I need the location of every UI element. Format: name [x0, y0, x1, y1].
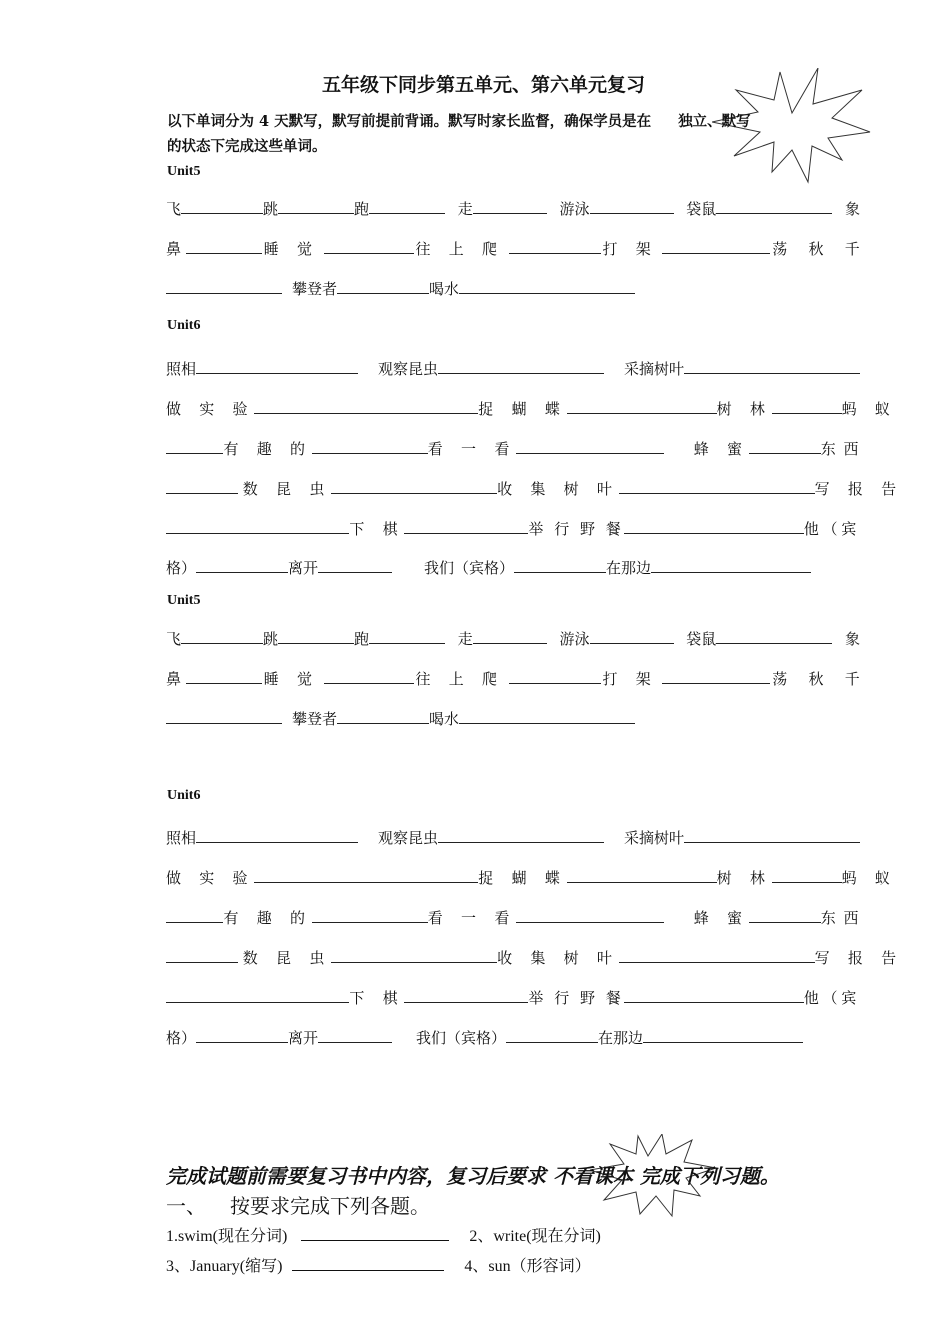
answer-blank[interactable]: [331, 948, 497, 963]
word-thing: 东 西: [820, 440, 860, 458]
word-walk: 走: [457, 630, 473, 648]
word-photo: 照相: [166, 360, 197, 378]
answer-blank[interactable]: [166, 519, 349, 534]
word-count-insects: 数 昆 虫: [242, 480, 332, 498]
word-us: 我们（宾格）: [424, 559, 515, 577]
answer-blank[interactable]: [772, 399, 842, 414]
instructions-part-b: 独立、默写: [678, 113, 751, 130]
answer-blank[interactable]: [369, 199, 445, 214]
answer-blank[interactable]: [181, 629, 263, 644]
unit5-repeat-row3: [166, 708, 860, 729]
word-elephant-b: 鼻: [166, 240, 182, 258]
word-catch-butterflies: 捉 蝴 蝶: [478, 400, 567, 418]
unit6-row5: [166, 518, 860, 539]
answer-blank[interactable]: [337, 279, 429, 294]
word-fly: 飞: [166, 630, 182, 648]
word-collect-leaves: 收 集 树 叶: [497, 480, 619, 498]
answer-blank[interactable]: [324, 239, 414, 254]
word-watch-insects: 观察昆虫: [377, 360, 438, 378]
question-4-label: 4、sun（形容词）: [464, 1258, 591, 1275]
answer-blank[interactable]: [590, 629, 674, 644]
word-thing: 东 西: [820, 909, 860, 927]
unit6-repeat-row1: [166, 827, 860, 848]
unit5-row3: [166, 278, 860, 299]
answer-blank[interactable]: [514, 558, 606, 573]
answer-blank[interactable]: [404, 519, 528, 534]
word-experiment: 做 实 验: [166, 869, 255, 887]
unit6-repeat-row5: [166, 987, 860, 1008]
instructions-line1: [167, 110, 751, 131]
word-him-b: 格）: [166, 1029, 197, 1047]
word-count-insects: 数 昆 虫: [242, 949, 332, 967]
word-woods: 树 林: [716, 400, 772, 418]
answer-blank[interactable]: [318, 558, 392, 573]
answer-blank[interactable]: [509, 669, 601, 684]
answer-blank[interactable]: [186, 239, 262, 254]
word-woods: 树 林: [716, 869, 772, 887]
answer-blank[interactable]: [404, 988, 528, 1003]
answer-blank[interactable]: [506, 1028, 598, 1043]
question-3-label: 3、January(缩写): [166, 1258, 283, 1275]
page-title: 五年级下同步第五单元、第六单元复习: [322, 74, 646, 96]
answer-blank[interactable]: [619, 479, 815, 494]
answer-blank[interactable]: [624, 988, 804, 1003]
answer-blank[interactable]: [166, 988, 349, 1003]
unit6-heading: Unit6: [167, 318, 201, 333]
word-ant: 蚂 蚁: [841, 869, 897, 887]
answer-blank[interactable]: [186, 669, 262, 684]
answer-blank[interactable]: [196, 359, 358, 374]
exercise-heading: [166, 1160, 780, 1189]
word-kangaroo: 袋鼠: [686, 630, 717, 648]
word-sleep: 睡 觉: [263, 670, 319, 688]
word-drink: 喝水: [429, 280, 460, 298]
word-chess: 下 棋: [349, 989, 405, 1007]
answer-blank[interactable]: [438, 828, 604, 843]
answer-blank[interactable]: [254, 399, 478, 414]
word-honey: 蜂 蜜: [693, 440, 749, 458]
question-row-2: [166, 1253, 591, 1276]
answer-blank[interactable]: [749, 439, 821, 454]
word-pick-leaves: 采摘树叶: [623, 360, 684, 378]
answer-blank[interactable]: [459, 709, 635, 724]
word-fly: 飞: [166, 200, 182, 218]
answer-blank[interactable]: [196, 828, 358, 843]
answer-blank[interactable]: [312, 908, 428, 923]
word-have-a-look: 看 一 看: [427, 440, 517, 458]
word-run: 跑: [354, 630, 370, 648]
word-report: 写 报 告: [814, 949, 903, 967]
word-climber: 攀登者: [292, 280, 338, 298]
word-elephant-a: 象: [844, 200, 860, 218]
word-interesting: 有 趣 的: [223, 440, 312, 458]
answer-blank[interactable]: [459, 279, 635, 294]
word-picnic: 举 行 野 餐: [528, 520, 624, 538]
unit6-repeat-row4: [166, 947, 903, 968]
answer-blank[interactable]: [166, 709, 282, 724]
answer-blank[interactable]: [337, 709, 429, 724]
answer-blank[interactable]: [749, 908, 821, 923]
unit6-row3: [166, 438, 860, 459]
answer-blank[interactable]: [196, 558, 288, 573]
unit5-repeat-row1: [166, 628, 860, 649]
unit5-row2: [166, 238, 868, 259]
answer-blank[interactable]: [166, 439, 223, 454]
section-number: 一、: [166, 1194, 206, 1218]
unit5-heading: Unit5: [167, 164, 201, 179]
question-1-answer[interactable]: [301, 1225, 449, 1241]
unit5-repeat-row2: [166, 668, 868, 689]
answer-blank[interactable]: [312, 439, 428, 454]
answer-blank[interactable]: [438, 359, 604, 374]
answer-blank[interactable]: [662, 239, 770, 254]
word-pick-leaves: 采摘树叶: [623, 829, 684, 847]
exercise-heading-end: 完成下列习题。: [639, 1164, 780, 1188]
section-title: 按要求完成下列各题。: [230, 1194, 430, 1218]
word-climb: 往 上 爬: [415, 240, 504, 258]
unit6-repeat-row3: [166, 907, 860, 928]
word-him-b: 格）: [166, 559, 197, 577]
word-swing: 荡 秋 千: [772, 240, 868, 258]
answer-blank[interactable]: [181, 199, 263, 214]
word-leave: 离开: [288, 559, 319, 577]
answer-blank[interactable]: [278, 629, 354, 644]
answer-blank[interactable]: [624, 519, 804, 534]
answer-blank[interactable]: [643, 1028, 803, 1043]
word-experiment: 做 实 验: [166, 400, 255, 418]
word-photo: 照相: [166, 829, 197, 847]
answer-blank[interactable]: [651, 558, 811, 573]
word-elephant-a: 象: [844, 630, 860, 648]
unit6-row2: [166, 398, 897, 419]
word-report: 写 报 告: [814, 480, 903, 498]
unit6-repeat-row6: [166, 1027, 860, 1048]
question-1-label: 1.swim(现在分词): [166, 1228, 288, 1245]
word-run: 跑: [354, 200, 370, 218]
answer-blank[interactable]: [166, 279, 282, 294]
word-catch-butterflies: 捉 蝴 蝶: [478, 869, 567, 887]
answer-blank[interactable]: [473, 199, 547, 214]
word-fight: 打 架: [602, 670, 658, 688]
word-swing: 荡 秋 千: [772, 670, 868, 688]
answer-blank[interactable]: [509, 239, 601, 254]
answer-blank[interactable]: [619, 948, 815, 963]
word-jump: 跳: [263, 200, 279, 218]
unit5-heading-repeat: Unit5: [167, 593, 201, 608]
answer-blank[interactable]: [590, 199, 674, 214]
answer-blank[interactable]: [684, 828, 860, 843]
answer-blank[interactable]: [567, 868, 717, 883]
word-chess: 下 棋: [349, 520, 405, 538]
unit6-repeat-row2: [166, 867, 897, 888]
word-him-a: 他（宾: [803, 989, 860, 1007]
word-have-a-look: 看 一 看: [427, 909, 517, 927]
answer-blank[interactable]: [716, 629, 832, 644]
unit5-row1: [166, 198, 860, 219]
answer-blank[interactable]: [318, 1028, 392, 1043]
answer-blank[interactable]: [516, 908, 664, 923]
word-collect-leaves: 收 集 树 叶: [497, 949, 619, 967]
word-there: 在那边: [598, 1029, 644, 1047]
answer-blank[interactable]: [196, 1028, 288, 1043]
answer-blank[interactable]: [166, 908, 223, 923]
answer-blank[interactable]: [684, 359, 860, 374]
word-swim: 游泳: [559, 200, 590, 218]
answer-blank[interactable]: [473, 629, 547, 644]
word-picnic: 举 行 野 餐: [528, 989, 624, 1007]
word-walk: 走: [457, 200, 473, 218]
unit6-row6: [166, 557, 860, 578]
word-interesting: 有 趣 的: [223, 909, 312, 927]
word-ant: 蚂 蚁: [841, 400, 897, 418]
exercise-heading-text: 完成试题前需要复习书中内容，复习后要求: [166, 1164, 546, 1188]
word-honey: 蜂 蜜: [693, 909, 749, 927]
word-swim: 游泳: [559, 630, 590, 648]
question-row-1: [166, 1223, 601, 1246]
word-there: 在那边: [606, 559, 652, 577]
question-3-answer[interactable]: [292, 1255, 444, 1271]
unit6-row1: [166, 358, 860, 379]
word-fight: 打 架: [602, 240, 658, 258]
instructions-line2: 的状态下完成这些单词。: [167, 138, 327, 155]
answer-blank[interactable]: [278, 199, 354, 214]
question-2-label: 2、write(现在分词): [469, 1228, 601, 1245]
answer-blank[interactable]: [716, 199, 832, 214]
word-drink: 喝水: [429, 710, 460, 728]
word-us: 我们（宾格）: [416, 1029, 507, 1047]
answer-blank[interactable]: [166, 479, 238, 494]
answer-blank[interactable]: [567, 399, 717, 414]
word-climber: 攀登者: [292, 710, 338, 728]
word-jump: 跳: [263, 630, 279, 648]
word-elephant-b: 鼻: [166, 670, 182, 688]
answer-blank[interactable]: [772, 868, 842, 883]
answer-blank[interactable]: [369, 629, 445, 644]
answer-blank[interactable]: [166, 948, 238, 963]
answer-blank[interactable]: [662, 669, 770, 684]
answer-blank[interactable]: [516, 439, 664, 454]
unit6-heading-repeat: Unit6: [167, 788, 201, 803]
section-heading: [166, 1190, 430, 1219]
word-sleep: 睡 觉: [263, 240, 319, 258]
instructions-part-a: 以下单词分为 4 天默写，默写前提前背诵。默写时家长监督，确保学员是在: [167, 113, 652, 130]
answer-blank[interactable]: [254, 868, 478, 883]
word-leave: 离开: [288, 1029, 319, 1047]
unit6-row4: [166, 478, 903, 499]
word-kangaroo: 袋鼠: [686, 200, 717, 218]
word-watch-insects: 观察昆虫: [377, 829, 438, 847]
word-him-a: 他（宾: [803, 520, 860, 538]
word-climb: 往 上 爬: [415, 670, 504, 688]
exercise-heading-emph: 不看课本: [552, 1164, 633, 1188]
answer-blank[interactable]: [331, 479, 497, 494]
answer-blank[interactable]: [324, 669, 414, 684]
